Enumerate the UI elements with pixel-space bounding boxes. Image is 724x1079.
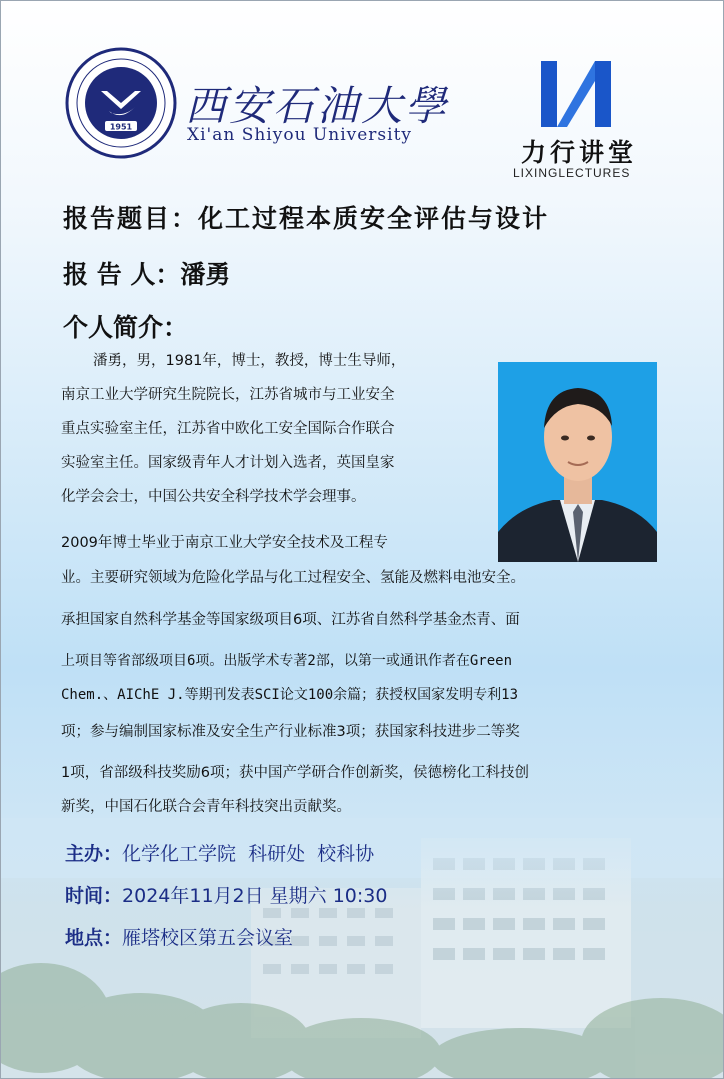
speaker-photo: [498, 362, 657, 562]
bio-line: 上项目等省部级项目6项。出版学术专著2部，以第一或通讯作者在Green: [61, 653, 512, 669]
time-line: [65, 881, 387, 908]
bio-line: 重点实验室主任，江苏省中欧化工安全国际合作联合: [61, 421, 395, 437]
talk-title: [63, 199, 549, 235]
host-label: 主办：: [65, 843, 123, 865]
lecture-brand-en: LIXINGLECTURES: [513, 166, 631, 180]
bio-line: 化学会会士，中国公共安全科学技术学会理事。: [61, 489, 366, 505]
bio-line: 2009年博士毕业于南京工业大学安全技术及工程专: [61, 535, 388, 551]
time-value: 2024年11月2日 星期六 10:30: [122, 885, 388, 907]
university-name-en: Xi'an Shiyou University: [187, 125, 413, 145]
speaker-line: [63, 255, 230, 291]
speaker-label: 报 告 人：: [63, 260, 181, 289]
talk-title-text: 化工过程本质安全评估与设计: [198, 204, 550, 233]
speaker-portrait-image: [498, 362, 657, 562]
bio-line: 承担国家自然科学基金等国家级项目6项、江苏省自然科学基金杰青、面: [61, 612, 520, 628]
bio-line: 新奖，中国石化联合会青年科技突出贡献奖。: [61, 799, 351, 815]
place-label: 地点：: [65, 927, 123, 949]
seal-year-text: 1951: [109, 122, 133, 132]
bio-line: 潘勇，男，1981年，博士，教授，博士生导师，: [93, 353, 406, 369]
place-value: 雁塔校区第五会议室: [122, 927, 294, 949]
lecture-brand-cn: 力行讲堂: [521, 138, 638, 167]
bio-heading: 个人简介：: [63, 313, 189, 342]
host-line: [65, 839, 374, 866]
time-label: 时间：: [65, 885, 123, 907]
talk-title-label: 报告题目：: [63, 204, 199, 233]
bio-line: 南京工业大学研究生院院长，江苏省城市与工业安全: [61, 387, 395, 403]
bio-line: Chem.、AIChE J.等期刊发表SCI论文100余篇；获授权国家发明专利13: [61, 687, 519, 703]
place-line: [65, 923, 293, 950]
host-value: 化学化工学院 科研处 校科协: [122, 843, 375, 865]
speaker-name: 潘勇: [180, 260, 231, 289]
bio-line: 实验室主任。国家级青年人才计划入选者，英国皇家: [61, 455, 395, 471]
bio-line: 项；参与编制国家标准及安全生产行业标准3项；获国家科技进步二等奖: [61, 724, 520, 740]
bio-line: 1项，省部级科技奖励6项；获中国产学研合作创新奖，侯德榜化工科技创: [61, 765, 529, 781]
university-seal-logo: [65, 47, 177, 159]
bio-line: 业。主要研究领域为危险化学品与化工过程安全、氢能及燃料电池安全。: [61, 570, 525, 586]
university-name-cn: 西安石油大學: [185, 82, 449, 130]
lixing-lectures-logo: [541, 61, 611, 127]
